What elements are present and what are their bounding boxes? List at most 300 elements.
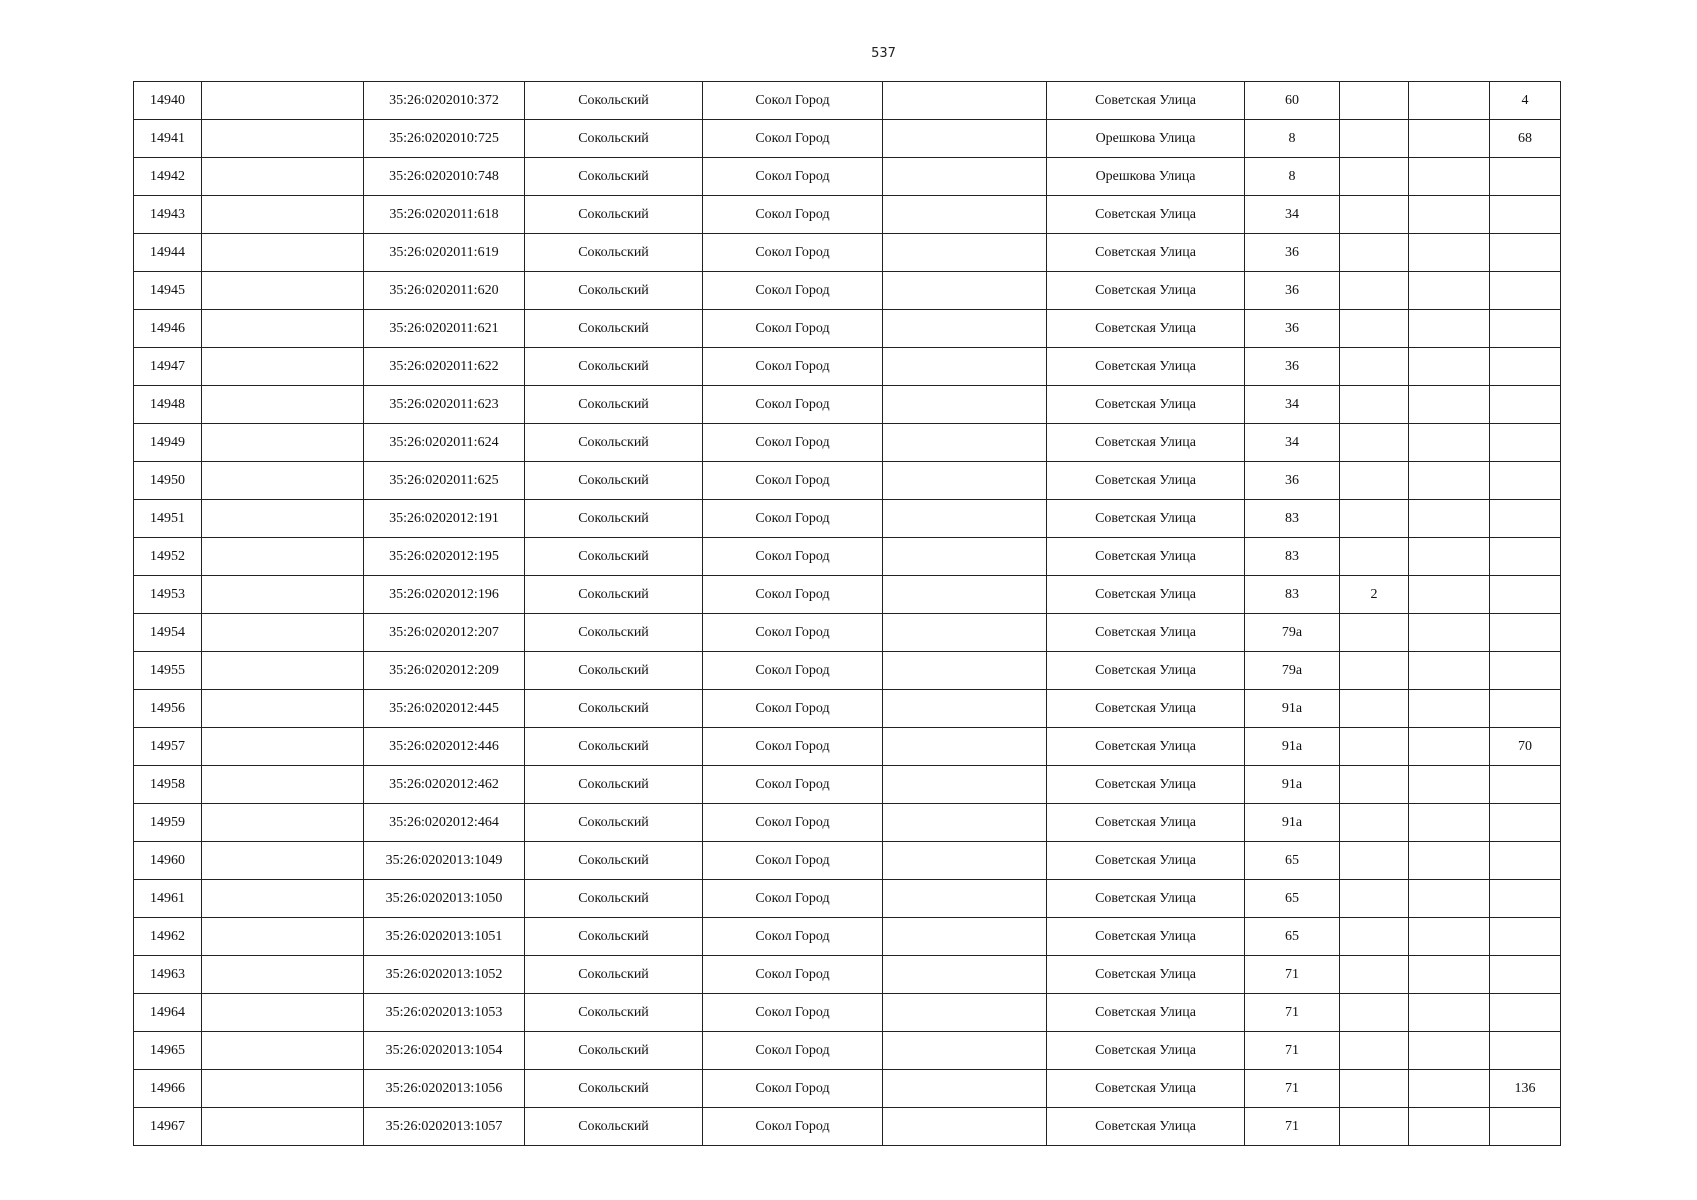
cell-locality xyxy=(883,1032,1047,1070)
cell-apartment: 70 xyxy=(1490,728,1561,766)
cell-apartment xyxy=(1490,310,1561,348)
cell-house-number: 8 xyxy=(1245,158,1340,196)
cell-blank-column xyxy=(202,880,364,918)
cell-structure xyxy=(1409,196,1490,234)
cell-district: Сокольский xyxy=(525,272,703,310)
cell-building xyxy=(1340,614,1409,652)
cell-district: Сокольский xyxy=(525,386,703,424)
cell-blank-column xyxy=(202,614,364,652)
cell-district: Сокольский xyxy=(525,82,703,120)
cell-locality xyxy=(883,272,1047,310)
cell-district: Сокольский xyxy=(525,462,703,500)
cell-district: Сокольский xyxy=(525,158,703,196)
cell-building xyxy=(1340,234,1409,272)
cell-street: Советская Улица xyxy=(1047,1070,1245,1108)
cell-house-number: 91а xyxy=(1245,690,1340,728)
cell-blank-column xyxy=(202,196,364,234)
cell-building xyxy=(1340,120,1409,158)
cell-apartment xyxy=(1490,348,1561,386)
cell-locality xyxy=(883,614,1047,652)
cell-row-number: 14963 xyxy=(134,956,202,994)
cell-building xyxy=(1340,994,1409,1032)
cell-street: Советская Улица xyxy=(1047,386,1245,424)
cell-building xyxy=(1340,690,1409,728)
table-row xyxy=(134,120,1561,158)
cell-apartment xyxy=(1490,918,1561,956)
cell-row-number: 14952 xyxy=(134,538,202,576)
cell-settlement: Сокол Город xyxy=(703,462,883,500)
cell-row-number: 14941 xyxy=(134,120,202,158)
cell-apartment xyxy=(1490,994,1561,1032)
cell-district: Сокольский xyxy=(525,690,703,728)
cell-row-number: 14940 xyxy=(134,82,202,120)
cell-structure xyxy=(1409,1032,1490,1070)
cell-house-number: 36 xyxy=(1245,234,1340,272)
cell-house-number: 79а xyxy=(1245,652,1340,690)
table-row xyxy=(134,234,1561,272)
cell-row-number: 14966 xyxy=(134,1070,202,1108)
cell-blank-column xyxy=(202,1108,364,1146)
cell-structure xyxy=(1409,272,1490,310)
cell-cadastral-number: 35:26:0202011:622 xyxy=(364,348,525,386)
cell-locality xyxy=(883,766,1047,804)
cell-structure xyxy=(1409,120,1490,158)
cell-structure xyxy=(1409,766,1490,804)
cell-building xyxy=(1340,1032,1409,1070)
cell-building xyxy=(1340,386,1409,424)
cell-district: Сокольский xyxy=(525,880,703,918)
cell-structure xyxy=(1409,82,1490,120)
cell-locality xyxy=(883,918,1047,956)
cell-building xyxy=(1340,804,1409,842)
cell-structure xyxy=(1409,234,1490,272)
cell-house-number: 8 xyxy=(1245,120,1340,158)
cell-structure xyxy=(1409,690,1490,728)
cell-district: Сокольский xyxy=(525,538,703,576)
cell-locality xyxy=(883,348,1047,386)
cell-row-number: 14942 xyxy=(134,158,202,196)
cell-blank-column xyxy=(202,310,364,348)
cell-building xyxy=(1340,272,1409,310)
cell-row-number: 14949 xyxy=(134,424,202,462)
cell-settlement: Сокол Город xyxy=(703,728,883,766)
cell-settlement: Сокол Город xyxy=(703,120,883,158)
cell-locality xyxy=(883,196,1047,234)
cell-cadastral-number: 35:26:0202010:725 xyxy=(364,120,525,158)
table-row xyxy=(134,1108,1561,1146)
cell-district: Сокольский xyxy=(525,424,703,462)
cell-cadastral-number: 35:26:0202011:624 xyxy=(364,424,525,462)
cell-locality xyxy=(883,462,1047,500)
table-row xyxy=(134,1070,1561,1108)
cell-district: Сокольский xyxy=(525,918,703,956)
cell-cadastral-number: 35:26:0202012:446 xyxy=(364,728,525,766)
cell-street: Советская Улица xyxy=(1047,1108,1245,1146)
cell-cadastral-number: 35:26:0202011:621 xyxy=(364,310,525,348)
table-row xyxy=(134,614,1561,652)
cell-house-number: 83 xyxy=(1245,576,1340,614)
cell-blank-column xyxy=(202,120,364,158)
cell-street: Советская Улица xyxy=(1047,652,1245,690)
cell-district: Сокольский xyxy=(525,994,703,1032)
cell-street: Советская Улица xyxy=(1047,538,1245,576)
cell-cadastral-number: 35:26:0202012:445 xyxy=(364,690,525,728)
cell-building xyxy=(1340,500,1409,538)
cell-apartment: 4 xyxy=(1490,82,1561,120)
cell-building xyxy=(1340,1070,1409,1108)
cell-street: Советская Улица xyxy=(1047,994,1245,1032)
cell-locality xyxy=(883,880,1047,918)
cell-locality xyxy=(883,424,1047,462)
cell-cadastral-number: 35:26:0202011:620 xyxy=(364,272,525,310)
cell-street: Советская Улица xyxy=(1047,918,1245,956)
cell-building xyxy=(1340,652,1409,690)
cell-locality xyxy=(883,234,1047,272)
cell-structure xyxy=(1409,424,1490,462)
cell-locality xyxy=(883,386,1047,424)
table-row xyxy=(134,272,1561,310)
registry-table xyxy=(133,81,1561,1146)
cell-apartment xyxy=(1490,462,1561,500)
cell-building xyxy=(1340,348,1409,386)
cell-district: Сокольский xyxy=(525,196,703,234)
cell-structure xyxy=(1409,728,1490,766)
cell-structure xyxy=(1409,1070,1490,1108)
page-number: 537 xyxy=(871,46,896,61)
cell-blank-column xyxy=(202,576,364,614)
cell-apartment xyxy=(1490,766,1561,804)
cell-street: Советская Улица xyxy=(1047,614,1245,652)
cell-cadastral-number: 35:26:0202012:207 xyxy=(364,614,525,652)
cell-cadastral-number: 35:26:0202013:1053 xyxy=(364,994,525,1032)
cell-structure xyxy=(1409,956,1490,994)
cell-street: Советская Улица xyxy=(1047,956,1245,994)
cell-house-number: 36 xyxy=(1245,348,1340,386)
cell-street: Советская Улица xyxy=(1047,348,1245,386)
cell-cadastral-number: 35:26:0202012:464 xyxy=(364,804,525,842)
cell-settlement: Сокол Город xyxy=(703,576,883,614)
cell-house-number: 65 xyxy=(1245,842,1340,880)
cell-locality xyxy=(883,994,1047,1032)
cell-structure xyxy=(1409,348,1490,386)
cell-row-number: 14957 xyxy=(134,728,202,766)
table-row xyxy=(134,196,1561,234)
cell-building xyxy=(1340,462,1409,500)
cell-street: Советская Улица xyxy=(1047,842,1245,880)
cell-settlement: Сокол Город xyxy=(703,386,883,424)
cell-building xyxy=(1340,1108,1409,1146)
cell-structure xyxy=(1409,538,1490,576)
table-row xyxy=(134,728,1561,766)
cell-street: Орешкова Улица xyxy=(1047,120,1245,158)
cell-row-number: 14965 xyxy=(134,1032,202,1070)
table-row xyxy=(134,994,1561,1032)
cell-settlement: Сокол Город xyxy=(703,272,883,310)
table-row xyxy=(134,538,1561,576)
cell-district: Сокольский xyxy=(525,956,703,994)
cell-settlement: Сокол Город xyxy=(703,880,883,918)
cell-settlement: Сокол Город xyxy=(703,804,883,842)
cell-locality xyxy=(883,500,1047,538)
cell-blank-column xyxy=(202,1032,364,1070)
cell-blank-column xyxy=(202,956,364,994)
cell-blank-column xyxy=(202,652,364,690)
cell-street: Советская Улица xyxy=(1047,880,1245,918)
cell-row-number: 14945 xyxy=(134,272,202,310)
cell-house-number: 71 xyxy=(1245,1032,1340,1070)
cell-settlement: Сокол Город xyxy=(703,1032,883,1070)
table-row xyxy=(134,82,1561,120)
cell-building xyxy=(1340,424,1409,462)
cell-building xyxy=(1340,880,1409,918)
cell-street: Советская Улица xyxy=(1047,728,1245,766)
cell-street: Советская Улица xyxy=(1047,500,1245,538)
cell-settlement: Сокол Город xyxy=(703,918,883,956)
table-row xyxy=(134,880,1561,918)
cell-house-number: 91а xyxy=(1245,728,1340,766)
cell-structure xyxy=(1409,500,1490,538)
cell-building xyxy=(1340,956,1409,994)
cell-row-number: 14944 xyxy=(134,234,202,272)
cell-row-number: 14954 xyxy=(134,614,202,652)
cell-street: Советская Улица xyxy=(1047,804,1245,842)
cell-apartment xyxy=(1490,272,1561,310)
cell-locality xyxy=(883,842,1047,880)
cell-cadastral-number: 35:26:0202012:462 xyxy=(364,766,525,804)
table-row xyxy=(134,842,1561,880)
cell-row-number: 14962 xyxy=(134,918,202,956)
cell-district: Сокольский xyxy=(525,120,703,158)
cell-locality xyxy=(883,1070,1047,1108)
cell-house-number: 65 xyxy=(1245,918,1340,956)
cell-district: Сокольский xyxy=(525,1108,703,1146)
cell-cadastral-number: 35:26:0202013:1051 xyxy=(364,918,525,956)
cell-structure xyxy=(1409,842,1490,880)
cell-blank-column xyxy=(202,424,364,462)
cell-building xyxy=(1340,766,1409,804)
cell-house-number: 65 xyxy=(1245,880,1340,918)
table-row xyxy=(134,956,1561,994)
cell-row-number: 14958 xyxy=(134,766,202,804)
cell-row-number: 14943 xyxy=(134,196,202,234)
table-row xyxy=(134,918,1561,956)
cell-cadastral-number: 35:26:0202013:1050 xyxy=(364,880,525,918)
cell-building xyxy=(1340,918,1409,956)
cell-settlement: Сокол Город xyxy=(703,348,883,386)
cell-structure xyxy=(1409,614,1490,652)
cell-row-number: 14964 xyxy=(134,994,202,1032)
cell-apartment xyxy=(1490,1032,1561,1070)
cell-row-number: 14947 xyxy=(134,348,202,386)
cell-locality xyxy=(883,728,1047,766)
cell-apartment xyxy=(1490,880,1561,918)
table-row xyxy=(134,690,1561,728)
table-row xyxy=(134,1032,1561,1070)
cell-blank-column xyxy=(202,500,364,538)
cell-cadastral-number: 35:26:0202011:618 xyxy=(364,196,525,234)
cell-building xyxy=(1340,82,1409,120)
cell-locality xyxy=(883,690,1047,728)
cell-blank-column xyxy=(202,804,364,842)
cell-house-number: 71 xyxy=(1245,1108,1340,1146)
cell-locality xyxy=(883,120,1047,158)
cell-apartment xyxy=(1490,614,1561,652)
cell-structure xyxy=(1409,158,1490,196)
cell-blank-column xyxy=(202,766,364,804)
cell-street: Советская Улица xyxy=(1047,766,1245,804)
cell-blank-column xyxy=(202,728,364,766)
cell-street: Советская Улица xyxy=(1047,576,1245,614)
cell-district: Сокольский xyxy=(525,804,703,842)
cell-cadastral-number: 35:26:0202012:195 xyxy=(364,538,525,576)
cell-apartment: 136 xyxy=(1490,1070,1561,1108)
cell-street: Советская Улица xyxy=(1047,1032,1245,1070)
cell-apartment xyxy=(1490,690,1561,728)
cell-district: Сокольский xyxy=(525,728,703,766)
cell-district: Сокольский xyxy=(525,1070,703,1108)
cell-blank-column xyxy=(202,158,364,196)
cell-cadastral-number: 35:26:0202010:372 xyxy=(364,82,525,120)
cell-apartment xyxy=(1490,234,1561,272)
cell-district: Сокольский xyxy=(525,500,703,538)
cell-apartment xyxy=(1490,576,1561,614)
cell-blank-column xyxy=(202,690,364,728)
cell-cadastral-number: 35:26:0202013:1057 xyxy=(364,1108,525,1146)
cell-blank-column xyxy=(202,1070,364,1108)
cell-building xyxy=(1340,538,1409,576)
cell-blank-column xyxy=(202,538,364,576)
table-row xyxy=(134,652,1561,690)
cell-apartment xyxy=(1490,1108,1561,1146)
cell-locality xyxy=(883,804,1047,842)
cell-apartment xyxy=(1490,424,1561,462)
cell-cadastral-number: 35:26:0202012:196 xyxy=(364,576,525,614)
cell-building xyxy=(1340,158,1409,196)
cell-house-number: 83 xyxy=(1245,500,1340,538)
cell-building xyxy=(1340,842,1409,880)
cell-blank-column xyxy=(202,386,364,424)
cell-row-number: 14950 xyxy=(134,462,202,500)
cell-row-number: 14961 xyxy=(134,880,202,918)
cell-locality xyxy=(883,538,1047,576)
table-row xyxy=(134,158,1561,196)
cell-house-number: 60 xyxy=(1245,82,1340,120)
cell-cadastral-number: 35:26:0202012:191 xyxy=(364,500,525,538)
cell-district: Сокольский xyxy=(525,1032,703,1070)
cell-district: Сокольский xyxy=(525,766,703,804)
cell-street: Советская Улица xyxy=(1047,690,1245,728)
cell-structure xyxy=(1409,310,1490,348)
cell-apartment xyxy=(1490,500,1561,538)
cell-district: Сокольский xyxy=(525,310,703,348)
cell-house-number: 34 xyxy=(1245,196,1340,234)
cell-settlement: Сокол Город xyxy=(703,652,883,690)
table-row xyxy=(134,310,1561,348)
cell-blank-column xyxy=(202,82,364,120)
cell-settlement: Сокол Город xyxy=(703,310,883,348)
cell-building: 2 xyxy=(1340,576,1409,614)
cell-street: Советская Улица xyxy=(1047,82,1245,120)
cell-settlement: Сокол Город xyxy=(703,614,883,652)
cell-structure xyxy=(1409,1108,1490,1146)
cell-district: Сокольский xyxy=(525,652,703,690)
cell-locality xyxy=(883,1108,1047,1146)
cell-cadastral-number: 35:26:0202010:748 xyxy=(364,158,525,196)
cell-house-number: 36 xyxy=(1245,310,1340,348)
cell-street: Орешкова Улица xyxy=(1047,158,1245,196)
cell-street: Советская Улица xyxy=(1047,424,1245,462)
cell-apartment xyxy=(1490,538,1561,576)
cell-locality xyxy=(883,310,1047,348)
cell-cadastral-number: 35:26:0202013:1056 xyxy=(364,1070,525,1108)
cell-house-number: 83 xyxy=(1245,538,1340,576)
table-row xyxy=(134,766,1561,804)
cell-cadastral-number: 35:26:0202011:625 xyxy=(364,462,525,500)
cell-cadastral-number: 35:26:0202013:1049 xyxy=(364,842,525,880)
cell-street: Советская Улица xyxy=(1047,234,1245,272)
registry-table-body xyxy=(134,82,1561,1146)
cell-house-number: 34 xyxy=(1245,386,1340,424)
cell-cadastral-number: 35:26:0202011:619 xyxy=(364,234,525,272)
cell-locality xyxy=(883,652,1047,690)
cell-settlement: Сокол Город xyxy=(703,82,883,120)
cell-street: Советская Улица xyxy=(1047,310,1245,348)
cell-house-number: 79а xyxy=(1245,614,1340,652)
cell-row-number: 14946 xyxy=(134,310,202,348)
table-row xyxy=(134,424,1561,462)
cell-apartment xyxy=(1490,652,1561,690)
cell-apartment xyxy=(1490,196,1561,234)
cell-row-number: 14948 xyxy=(134,386,202,424)
table-row xyxy=(134,576,1561,614)
cell-row-number: 14959 xyxy=(134,804,202,842)
cell-settlement: Сокол Город xyxy=(703,500,883,538)
cell-structure xyxy=(1409,804,1490,842)
cell-locality xyxy=(883,956,1047,994)
cell-settlement: Сокол Город xyxy=(703,1108,883,1146)
cell-structure xyxy=(1409,994,1490,1032)
cell-structure xyxy=(1409,576,1490,614)
cell-row-number: 14951 xyxy=(134,500,202,538)
cell-district: Сокольский xyxy=(525,234,703,272)
cell-settlement: Сокол Город xyxy=(703,158,883,196)
cell-row-number: 14953 xyxy=(134,576,202,614)
cell-house-number: 71 xyxy=(1245,956,1340,994)
cell-blank-column xyxy=(202,842,364,880)
cell-blank-column xyxy=(202,234,364,272)
cell-street: Советская Улица xyxy=(1047,196,1245,234)
cell-house-number: 34 xyxy=(1245,424,1340,462)
cell-street: Советская Улица xyxy=(1047,272,1245,310)
cell-street: Советская Улица xyxy=(1047,462,1245,500)
cell-structure xyxy=(1409,652,1490,690)
cell-building xyxy=(1340,728,1409,766)
cell-locality xyxy=(883,576,1047,614)
cell-cadastral-number: 35:26:0202012:209 xyxy=(364,652,525,690)
cell-locality xyxy=(883,158,1047,196)
cell-blank-column xyxy=(202,918,364,956)
cell-row-number: 14967 xyxy=(134,1108,202,1146)
cell-cadastral-number: 35:26:0202011:623 xyxy=(364,386,525,424)
cell-settlement: Сокол Город xyxy=(703,538,883,576)
cell-row-number: 14960 xyxy=(134,842,202,880)
cell-house-number: 36 xyxy=(1245,462,1340,500)
cell-apartment xyxy=(1490,386,1561,424)
cell-house-number: 71 xyxy=(1245,994,1340,1032)
table-row xyxy=(134,348,1561,386)
cell-district: Сокольский xyxy=(525,842,703,880)
cell-cadastral-number: 35:26:0202013:1054 xyxy=(364,1032,525,1070)
